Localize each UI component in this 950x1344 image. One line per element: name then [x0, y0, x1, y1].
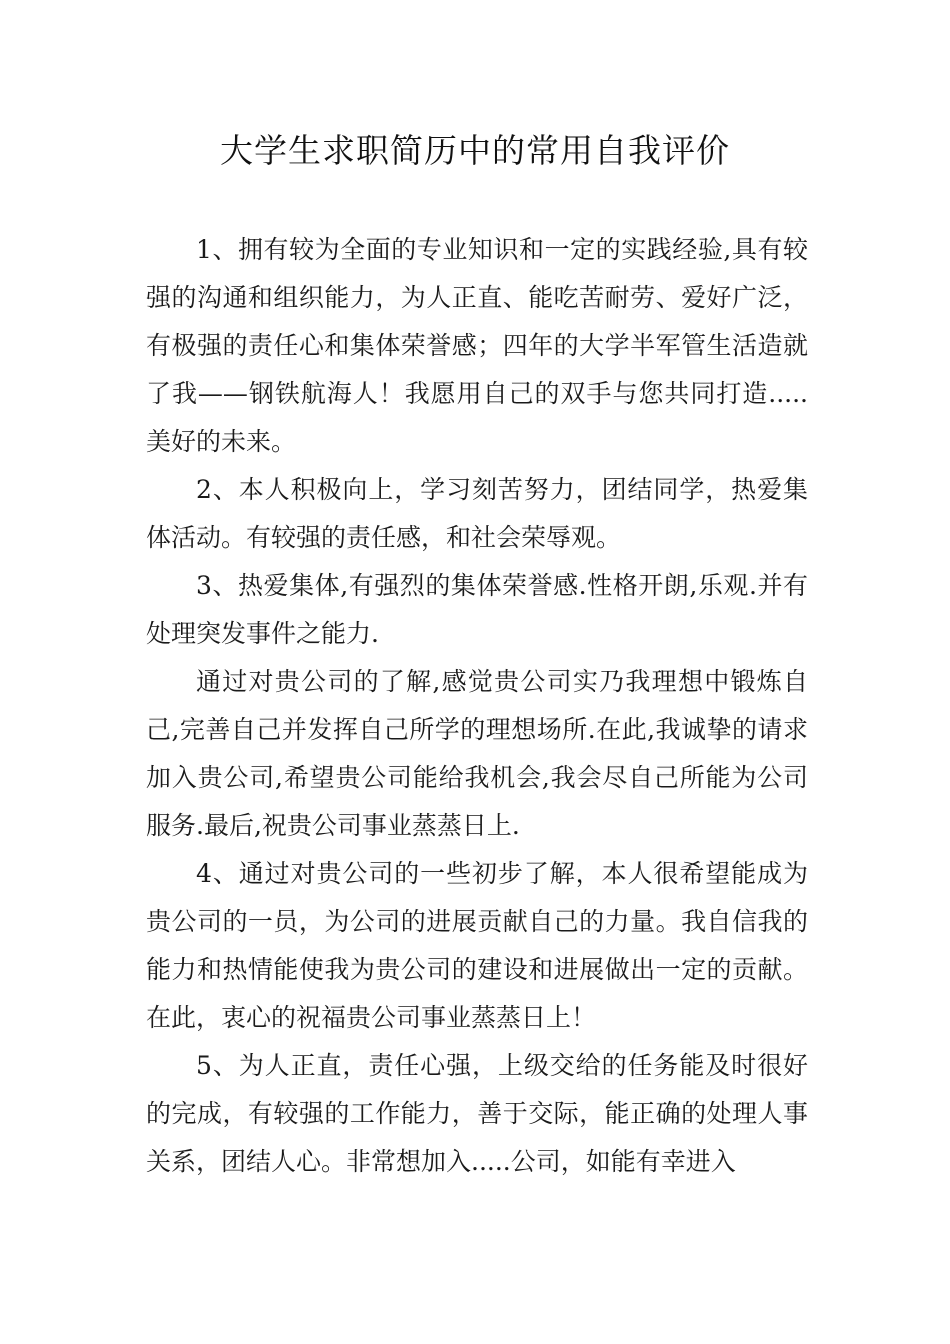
- document-body: [146, 226, 808, 1186]
- paragraph-3: 3、热爱集体,有强烈的集体荣誉感.性格开朗,乐观.并有处理突发事件之能力.: [146, 571, 808, 648]
- paragraph-2: 2、本人积极向上，学习刻苦努力，团结同学，热爱集体活动。有较强的责任感，和社会荣辱观。: [146, 475, 808, 552]
- paragraph-1: 1、拥有较为全面的专业知识和一定的实践经验,具有较强的沟通和组织能力，为人正直、能吃苦耐劳、爱好广泛，有极强的责任心和集体荣誉感；四年的大学半军管生活造就了我——钢铁航海人！我愿用自己的双手与您共同打造.....美好的未来。: [146, 235, 808, 456]
- paragraph-4: 通过对贵公司的了解,感觉贵公司实乃我理想中锻炼自己,完善自己并发挥自己所学的理想场所.在此,我诚挚的请求加入贵公司,希望贵公司能给我机会,我会尽自己所能为公司服务.最后,祝贵公司事业蒸蒸日上.: [146, 667, 808, 840]
- document-title: 大学生求职简历中的常用自我评价: [220, 131, 730, 170]
- paragraph-6: 5、为人正直，责任心强，上级交给的任务能及时很好的完成，有较强的工作能力，善于交际，能正确的处理人事关系，团结人心。非常想加入.....公司，如能有幸进入: [146, 1051, 808, 1176]
- paragraph-5: 4、通过对贵公司的一些初步了解，本人很希望能成为贵公司的一员，为公司的进展贡献自己的力量。我自信我的能力和热情能使我为贵公司的建设和进展做出一定的贡献。在此，衷心的祝福贵公司事业蒸蒸日上！: [146, 859, 808, 1032]
